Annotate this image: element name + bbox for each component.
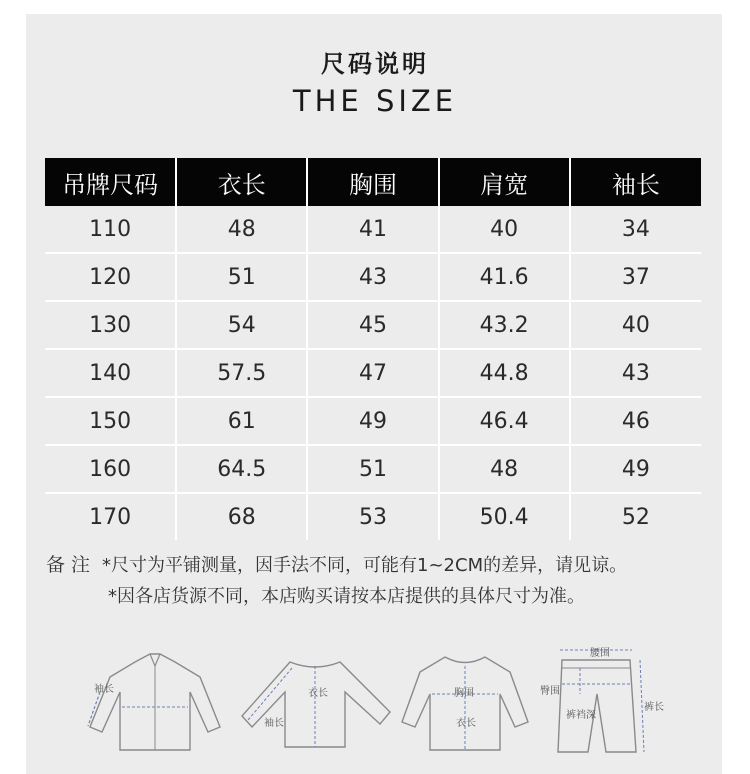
table-cell: 150 <box>45 397 176 445</box>
measurement-diagrams <box>80 632 700 762</box>
table-cell: 41 <box>307 206 438 253</box>
table-cell: 40 <box>439 206 570 253</box>
pants-waist-label: 腰围 <box>590 648 610 659</box>
table-cell: 43.2 <box>439 301 570 349</box>
table-row <box>45 493 701 540</box>
table-row <box>45 445 701 493</box>
size-table <box>45 158 701 540</box>
table-cell: 48 <box>439 445 570 493</box>
table-header-row <box>45 158 701 206</box>
header-shoulder: 肩宽 <box>439 158 570 206</box>
table-cell: 54 <box>176 301 307 349</box>
table-cell: 41.6 <box>439 253 570 301</box>
table-cell: 53 <box>307 493 438 540</box>
table-cell: 40 <box>570 301 701 349</box>
table-cell: 61 <box>176 397 307 445</box>
table-row <box>45 253 701 301</box>
table-cell: 170 <box>45 493 176 540</box>
table-cell: 34 <box>570 206 701 253</box>
table-row <box>45 301 701 349</box>
sweater-length-label: 衣长 <box>308 688 328 699</box>
note-line-1 <box>46 550 627 577</box>
notes-label: 备注 <box>46 554 97 576</box>
table-cell: 64.5 <box>176 445 307 493</box>
table-cell: 110 <box>45 206 176 253</box>
pants-diagram <box>540 632 670 761</box>
tshirt-diagram <box>400 632 530 756</box>
sweater-diagram <box>240 632 390 756</box>
shirt-sleeve-label: 袖长 <box>94 684 114 695</box>
table-row <box>45 206 701 253</box>
note-text-1: *尺寸为平铺测量，因手法不同，可能有1~2CM的差异，请见谅。 <box>102 555 628 576</box>
title-english: THE SIZE <box>292 84 458 118</box>
table-cell: 140 <box>45 349 176 397</box>
header-chest: 胸围 <box>307 158 438 206</box>
table-cell: 49 <box>570 445 701 493</box>
header-length: 衣长 <box>176 158 307 206</box>
table-row <box>45 397 701 445</box>
pants-inseam-label: 裤裆深 <box>566 710 596 721</box>
table-cell: 120 <box>45 253 176 301</box>
table-cell: 51 <box>307 445 438 493</box>
table-cell: 46.4 <box>439 397 570 445</box>
table-cell: 43 <box>570 349 701 397</box>
table-cell: 46 <box>570 397 701 445</box>
table-cell: 160 <box>45 445 176 493</box>
table-cell: 49 <box>307 397 438 445</box>
header-tag-size: 吊牌尺码 <box>45 158 176 206</box>
shirt-diagram <box>80 632 230 756</box>
table-cell: 57.5 <box>176 349 307 397</box>
table-cell: 52 <box>621 504 650 530</box>
table-cell: 47 <box>307 349 438 397</box>
tshirt-length-label: 衣长 <box>456 718 476 729</box>
tshirt-chest-label: 胸围 <box>454 688 474 699</box>
table-cell: 43 <box>307 253 438 301</box>
title-chinese: 尺码说明 <box>321 50 429 78</box>
table-cell: 130 <box>45 301 176 349</box>
table-cell: 50.4 <box>439 493 570 540</box>
sweater-sleeve-label: 袖长 <box>264 718 284 729</box>
table-cell: 51 <box>176 253 307 301</box>
table-cell: 68 <box>176 493 307 540</box>
note-line-2: *因各店货源不同，本店购买请按本店提供的具体尺寸为准。 <box>108 586 585 607</box>
table-cell: 48 <box>176 206 307 253</box>
table-cell: 37 <box>570 253 701 301</box>
header-sleeve: 袖长 <box>570 158 701 206</box>
pants-hip-label: 臀围 <box>540 686 560 697</box>
table-row <box>45 349 701 397</box>
pants-length-label: 裤长 <box>644 702 664 713</box>
table-cell: 44.8 <box>439 349 570 397</box>
table-cell: 45 <box>307 301 438 349</box>
